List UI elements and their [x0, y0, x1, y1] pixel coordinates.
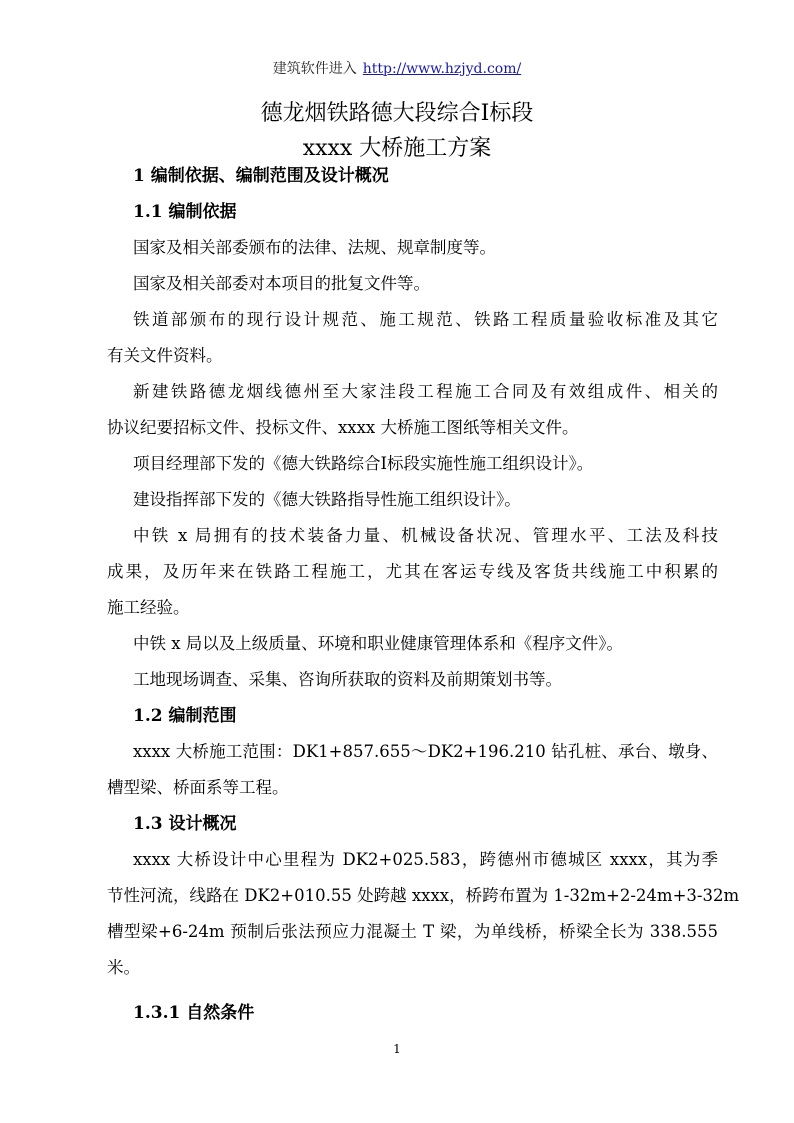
paragraph-line: 工地现场调查、采集、咨询所获取的资料及前期策划书等。 — [133, 670, 562, 689]
paragraph-line: xxxx 大桥设计中心里程为 DK2+025.583，跨德州市德城区 xxxx，其为季 — [133, 850, 718, 869]
paragraph-line: 米。 — [107, 958, 140, 977]
document-title-line2: xxxx 大桥施工方案 — [302, 136, 492, 161]
paragraph — [107, 374, 718, 446]
paragraph-line: 施工经验。 — [107, 598, 190, 617]
paragraph-line: 成果，及历年来在铁路工程施工，尤其在客运专线及客货共线施工中积累的 — [107, 562, 718, 581]
paragraph-line: 节性河流，线路在 DK2+010.55 处跨越 xxxx，桥跨布置为 1-32m+2-24m+3-32m — [107, 886, 740, 905]
paragraph-line: 中铁 x 局拥有的技术装备力量、机械设备状况、管理水平、工法及科技 — [133, 526, 718, 545]
header-link[interactable]: http://www.hzjyd.com/ — [362, 61, 522, 77]
section-heading: 1.3 设计概况 — [133, 814, 237, 834]
section-heading: 1 编制依据、编制范围及设计概况 — [133, 166, 389, 186]
document-title-line1: 德龙烟铁路德大段综合Ⅰ标段 — [260, 101, 534, 126]
paragraph-line: 有关文件资料。 — [107, 346, 223, 365]
paragraph-line: 槽型梁、桥面系等工程。 — [107, 778, 289, 797]
paragraph — [107, 842, 740, 986]
paragraph-line: 建设指挥部下发的《德大铁路指导性施工组织设计》。 — [133, 490, 521, 509]
paragraph — [107, 662, 718, 698]
paragraph — [107, 266, 718, 302]
paragraph-line: 铁道部颁布的现行设计规范、施工规范、铁路工程质量验收标准及其它 — [133, 310, 718, 329]
page-header — [0, 58, 794, 78]
paragraph-line: 新建铁路德龙烟线德州至大家洼段工程施工合同及有效组成件、相关的 — [133, 382, 718, 401]
paragraph-line: xxxx 大桥施工范围：DK1+857.655～DK2+196.210 钻孔桩、承台、墩身、 — [133, 742, 718, 761]
paragraph — [107, 734, 718, 806]
paragraph-line: 国家及相关部委对本项目的批复文件等。 — [133, 274, 430, 293]
section-heading: 1.3.1 自然条件 — [133, 1003, 255, 1023]
spacer — [107, 986, 718, 995]
paragraph-line: 中铁 x 局以及上级质量、环境和职业健康管理体系和《程序文件》。 — [133, 634, 624, 653]
paragraph — [107, 482, 718, 518]
paragraph-line: 槽型梁+6-24m 预制后张法预应力混凝土 T 梁，为单线桥，桥梁全长为 338.555 — [107, 922, 718, 941]
paragraph-line: 协议纪要招标文件、投标文件、xxxx 大桥施工图纸等相关文件。 — [107, 418, 579, 437]
paragraph-line: 国家及相关部委颁布的法律、法规、规章制度等。 — [133, 238, 496, 257]
paragraph-line: 项目经理部下发的《德大铁路综合Ⅰ标段实施性施工组织设计》。 — [133, 454, 594, 473]
paragraph — [107, 302, 718, 374]
section-heading: 1.1 编制依据 — [133, 202, 237, 222]
page-number: 1 — [393, 1042, 401, 1056]
paragraph — [107, 230, 718, 266]
paragraph — [107, 518, 718, 626]
document-body — [107, 158, 740, 1031]
paragraph — [107, 626, 718, 662]
header-label: 建筑软件进入 — [272, 61, 357, 77]
paragraph — [107, 446, 718, 482]
section-heading: 1.2 编制范围 — [133, 706, 237, 726]
